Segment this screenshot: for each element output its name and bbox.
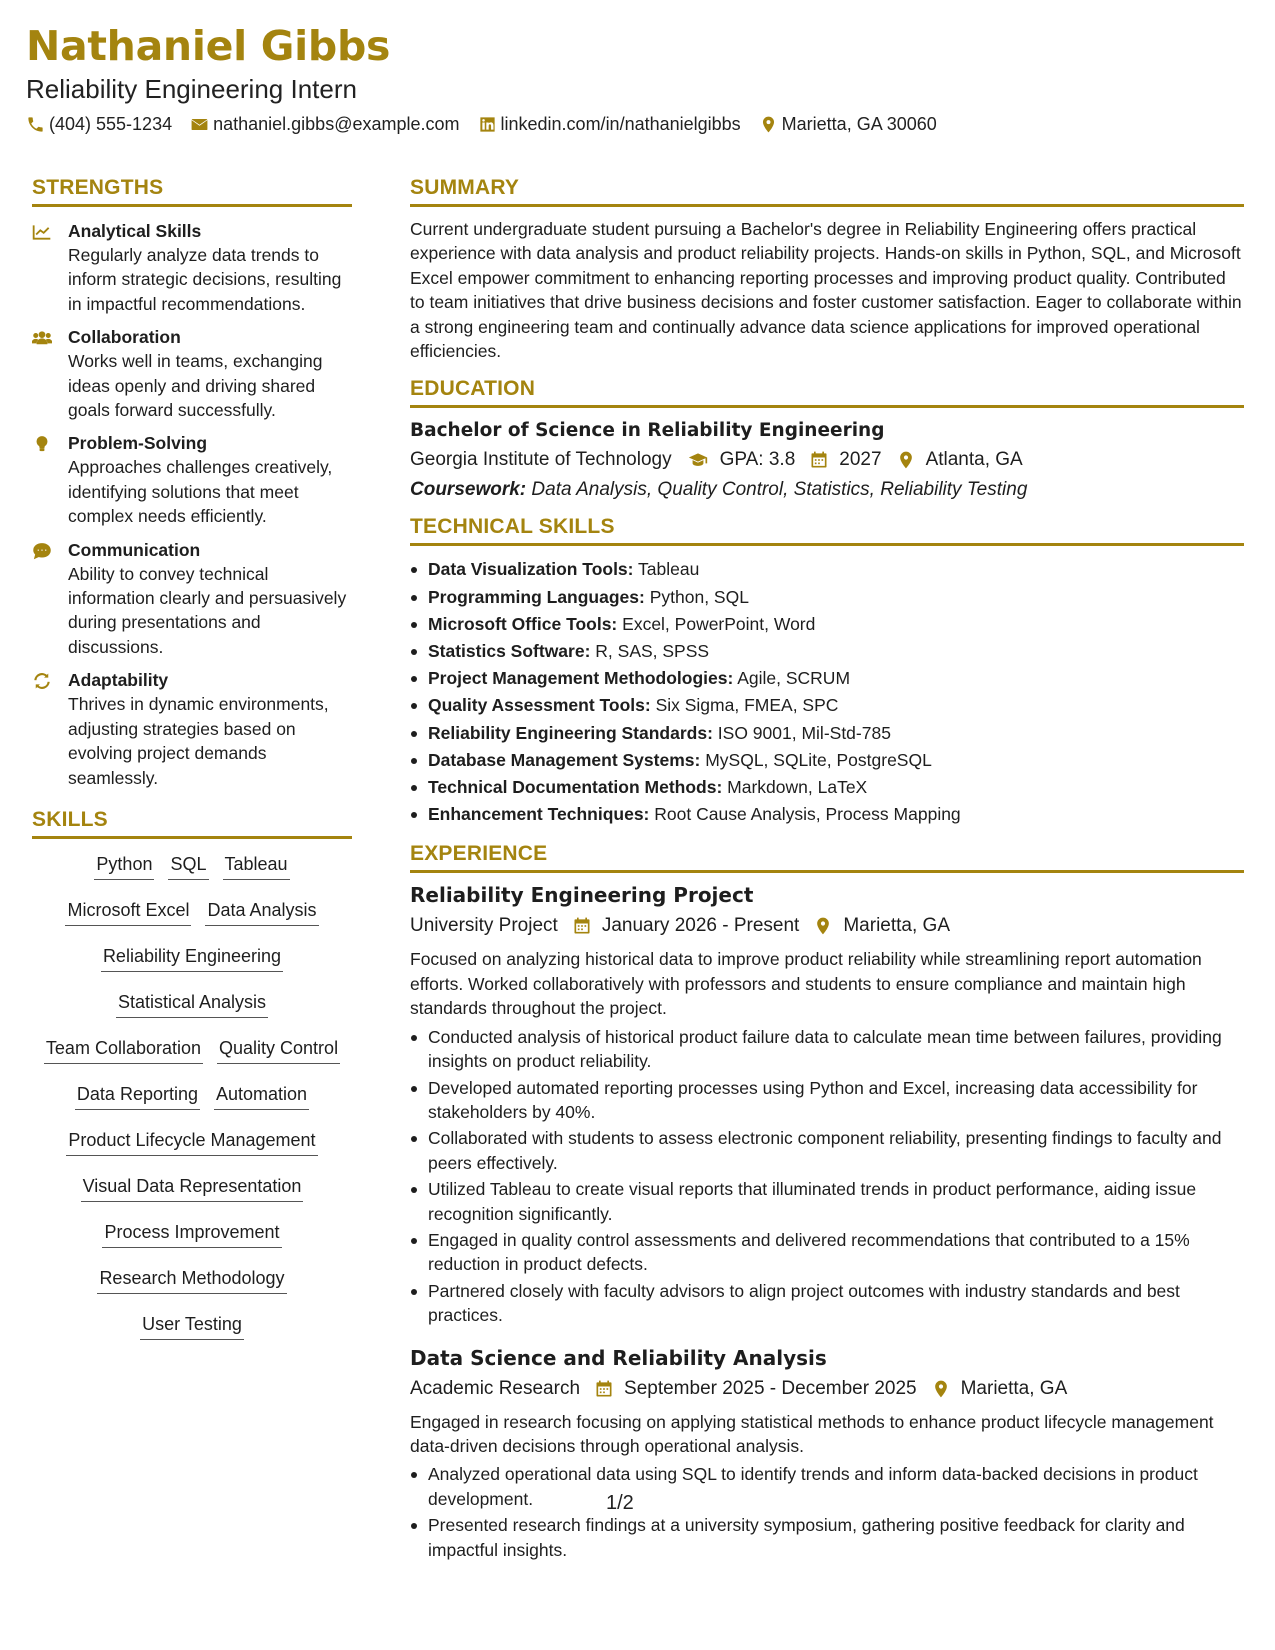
job-description: Focused on analyzing historical data to improve product reliability while streamlining report automation efforts. Worked collaboratively with professors and students to ensure compliance and maintain high standards throughout the project. bbox=[410, 949, 1202, 1019]
contact-email[interactable] bbox=[190, 114, 459, 135]
experience-entry bbox=[410, 883, 1244, 1327]
comment-icon bbox=[32, 542, 52, 560]
coursework-label: Coursework: bbox=[410, 479, 527, 501]
education-school-item bbox=[410, 449, 672, 471]
skill-chip: Data Reporting bbox=[75, 1083, 200, 1110]
skill-chip: Statistical Analysis bbox=[116, 991, 268, 1018]
job-dates-item bbox=[594, 1378, 917, 1400]
strength-title: Communication bbox=[68, 539, 201, 560]
education-gpa: GPA: 3.8 bbox=[719, 449, 796, 471]
job-bullet: Partnered closely with faculty advisors to align project outcomes with industry standards and best practices. bbox=[410, 1279, 1244, 1328]
skills-chip-row bbox=[32, 1221, 352, 1248]
phone-text: (404) 555-1234 bbox=[49, 114, 173, 134]
technical-skill-value: Tableau bbox=[638, 559, 700, 580]
linkedin-link[interactable]: linkedin.com/in/nathanielgibbs bbox=[500, 114, 741, 134]
education-school: Georgia Institute of Technology bbox=[410, 449, 672, 471]
strength-title: Problem-Solving bbox=[68, 433, 208, 454]
technical-skill-value: Agile, SCRUM bbox=[737, 668, 851, 689]
strength-title: Collaboration bbox=[68, 327, 181, 348]
strength-item bbox=[32, 325, 352, 422]
experience-entry bbox=[410, 1346, 1244, 1562]
candidate-headline: Reliability Engineering Intern bbox=[26, 74, 357, 104]
skills-chip-row bbox=[32, 1083, 352, 1110]
skills-chip-row bbox=[32, 1129, 352, 1156]
calendar-icon bbox=[594, 1379, 614, 1399]
technical-skill-value: ISO 9001, Mil-Std-785 bbox=[717, 722, 891, 743]
phone-icon bbox=[26, 115, 45, 134]
job-org-item bbox=[410, 1378, 580, 1400]
skill-chip: Quality Control bbox=[217, 1037, 340, 1064]
job-bullet: Conducted analysis of historical product failure data to calculate mean time between failures, providing insights on product reliability. bbox=[410, 1025, 1244, 1074]
job-organization: University Project bbox=[410, 915, 558, 937]
job-dates: September 2025 - December 2025 bbox=[624, 1377, 917, 1399]
summary-heading: SUMMARY bbox=[410, 176, 1244, 207]
job-meta bbox=[410, 915, 1244, 937]
job-bullet: Utilized Tableau to create visual reports that illuminated trends in product performance, aiding issue recognition significantly. bbox=[410, 1177, 1244, 1226]
calendar-icon bbox=[572, 916, 592, 936]
left-column bbox=[32, 176, 352, 1359]
strengths-list bbox=[32, 219, 352, 790]
skills-chip-row bbox=[32, 1175, 352, 1202]
envelope-icon bbox=[190, 115, 209, 134]
technical-skills-heading: TECHNICAL SKILLS bbox=[410, 515, 1244, 546]
map-pin-icon bbox=[813, 916, 833, 936]
job-bullet: Collaborated with students to assess electronic component reliability, presenting findings to faculty and peers effectively. bbox=[410, 1126, 1244, 1175]
job-location-item bbox=[813, 915, 950, 937]
skill-chip: Microsoft Excel bbox=[65, 899, 191, 926]
users-icon bbox=[32, 329, 52, 347]
strength-desc: Thrives in dynamic environments, adjusting strategies based on evolving project demands seamlessly. bbox=[68, 694, 329, 788]
job-org-item bbox=[410, 915, 558, 937]
technical-skill-item bbox=[410, 747, 1244, 774]
technical-skill-item bbox=[410, 692, 1244, 719]
job-bullet: Analyzed operational data using SQL to identify trends and inform data-backed decisions in product development. bbox=[410, 1462, 1244, 1511]
technical-skills-list bbox=[410, 556, 1244, 828]
technical-skill-label: Database Management Systems: bbox=[428, 749, 701, 770]
job-title: Reliability Engineering Project bbox=[410, 883, 754, 908]
job-meta bbox=[410, 1378, 1244, 1400]
job-bullets bbox=[410, 1025, 1244, 1328]
technical-skill-item bbox=[410, 584, 1244, 611]
technical-skill-label: Microsoft Office Tools: bbox=[428, 613, 618, 634]
technical-skill-label: Technical Documentation Methods: bbox=[428, 777, 723, 798]
summary-text: Current undergraduate student pursuing a Bachelor's degree in Reliability Engineering offers practical experience with data analysis and product reliability projects. Hands-on skills in Python, SQL, and Microsoft Excel empower commitment to enhancing reporting processes and improving product quality. Contributed to team initiatives that drive business decisions and foster customer satisfaction. Eager to collaborate within a strong engineering team and continually advance data science applications for improved operational efficiencies. bbox=[410, 219, 1242, 362]
job-location: Marietta, GA bbox=[960, 1377, 1068, 1399]
strength-title: Analytical Skills bbox=[68, 221, 202, 241]
education-location-item bbox=[896, 449, 1023, 471]
technical-skill-item bbox=[410, 720, 1244, 747]
job-location-item bbox=[931, 1378, 1068, 1400]
strength-desc: Regularly analyze data trends to inform strategic decisions, resulting in impactful recommendations. bbox=[68, 245, 342, 314]
candidate-name: Nathaniel Gibbs bbox=[26, 22, 391, 70]
right-column bbox=[410, 176, 1244, 1564]
technical-skill-item bbox=[410, 665, 1244, 692]
technical-skill-label: Quality Assessment Tools: bbox=[428, 695, 651, 716]
skill-chip: Python bbox=[94, 853, 154, 880]
lightbulb-icon bbox=[32, 435, 52, 453]
strength-title: Adaptability bbox=[68, 670, 169, 691]
technical-skill-item bbox=[410, 638, 1244, 665]
email-link[interactable]: nathaniel.gibbs@example.com bbox=[213, 114, 460, 134]
skills-chip-row bbox=[32, 991, 352, 1018]
linkedin-icon bbox=[478, 115, 497, 134]
skills-chip-row bbox=[32, 899, 352, 926]
contact-phone bbox=[26, 114, 172, 135]
strength-desc: Works well in teams, exchanging ideas openly and driving shared goals forward successfully. bbox=[68, 351, 323, 421]
strength-item bbox=[32, 668, 352, 790]
skill-chip: Data Analysis bbox=[205, 899, 318, 926]
technical-skill-item bbox=[410, 801, 1244, 828]
skills-chip-cloud bbox=[32, 853, 352, 1340]
technical-skill-item bbox=[410, 774, 1244, 801]
strength-item bbox=[32, 538, 352, 660]
skill-chip: Product Lifecycle Management bbox=[66, 1129, 317, 1156]
technical-skill-label: Reliability Engineering Standards: bbox=[428, 722, 713, 743]
technical-skill-value: Root Cause Analysis, Process Mapping bbox=[654, 804, 961, 825]
education-year-item bbox=[809, 449, 881, 471]
job-organization: Academic Research bbox=[410, 1377, 581, 1399]
skill-chip: Team Collaboration bbox=[44, 1037, 203, 1064]
strength-item bbox=[32, 431, 352, 528]
map-pin-icon bbox=[896, 450, 916, 470]
technical-skill-label: Data Visualization Tools: bbox=[428, 559, 634, 580]
strength-desc: Approaches challenges creatively, identifying solutions that meet complex needs efficiently. bbox=[68, 457, 333, 527]
skill-chip: User Testing bbox=[140, 1313, 244, 1340]
technical-skill-item bbox=[410, 611, 1244, 638]
education-coursework bbox=[410, 479, 1244, 501]
job-bullet: Developed automated reporting processes using Python and Excel, increasing data accessibility for stakeholders by 40%. bbox=[410, 1076, 1244, 1125]
page-number: 1/2 bbox=[606, 1492, 634, 1514]
contact-location bbox=[759, 114, 937, 135]
job-description: Engaged in research focusing on applying statistical methods to enhance product lifecycle management data-driven decisions through operational analysis. bbox=[410, 1411, 1214, 1456]
education-heading: EDUCATION bbox=[410, 377, 1244, 408]
coursework-list: Data Analysis, Quality Control, Statistics, Reliability Testing bbox=[531, 479, 1028, 501]
strengths-heading: STRENGTHS bbox=[32, 176, 352, 207]
education-degree: Bachelor of Science in Reliability Engineering bbox=[410, 420, 885, 442]
job-bullet: Presented research findings at a university symposium, gathering positive feedback for clarity and impactful insights. bbox=[410, 1513, 1244, 1562]
job-location: Marietta, GA bbox=[843, 915, 950, 937]
education-meta bbox=[410, 449, 1244, 471]
technical-skill-value: Six Sigma, FMEA, SPC bbox=[655, 695, 839, 716]
chart-line-icon bbox=[32, 223, 52, 241]
technical-skill-value: MySQL, SQLite, PostgreSQL bbox=[705, 749, 932, 770]
technical-skill-label: Programming Languages: bbox=[428, 586, 645, 607]
experience-list bbox=[410, 883, 1244, 1562]
technical-skill-item bbox=[410, 556, 1244, 583]
skills-chip-row bbox=[32, 853, 352, 880]
education-year: 2027 bbox=[839, 449, 882, 471]
skill-chip: SQL bbox=[168, 853, 208, 880]
job-dates-item bbox=[572, 915, 800, 937]
job-bullet: Engaged in quality control assessments and delivered recommendations that contributed to a 15% reduction in product defects. bbox=[410, 1228, 1244, 1277]
contact-bar bbox=[26, 114, 955, 135]
technical-skill-label: Project Management Methodologies: bbox=[428, 668, 734, 689]
job-bullets bbox=[410, 1462, 1244, 1562]
technical-skill-label: Statistics Software: bbox=[428, 641, 591, 662]
skill-chip: Tableau bbox=[223, 853, 290, 880]
technical-skill-value: R, SAS, SPSS bbox=[595, 641, 710, 662]
skills-heading: SKILLS bbox=[32, 808, 352, 839]
skill-chip: Research Methodology bbox=[97, 1267, 286, 1294]
skills-chip-row bbox=[32, 945, 352, 972]
strength-desc: Ability to convey technical information clearly and persuasively during presentations and discussions. bbox=[68, 563, 347, 657]
sync-icon bbox=[32, 672, 52, 690]
map-pin-icon bbox=[759, 115, 778, 134]
job-title: Data Science and Reliability Analysis bbox=[410, 1345, 827, 1370]
job-dates: January 2026 - Present bbox=[601, 915, 800, 937]
calendar-icon bbox=[809, 450, 829, 470]
education-location: Atlanta, GA bbox=[925, 449, 1023, 471]
skill-chip: Process Improvement bbox=[102, 1221, 281, 1248]
skills-chip-row bbox=[32, 1313, 352, 1340]
education-gpa-item bbox=[686, 449, 796, 471]
skills-chip-row bbox=[32, 1267, 352, 1294]
strength-item bbox=[32, 219, 352, 316]
technical-skill-value: Markdown, LaTeX bbox=[727, 777, 868, 798]
skill-chip: Visual Data Representation bbox=[81, 1175, 304, 1202]
technical-skill-label: Enhancement Techniques: bbox=[428, 804, 650, 825]
map-pin-icon bbox=[931, 1379, 951, 1399]
graduation-cap-icon bbox=[686, 450, 710, 470]
skill-chip: Automation bbox=[214, 1083, 309, 1110]
technical-skill-value: Python, SQL bbox=[649, 586, 749, 607]
skills-chip-row bbox=[32, 1037, 352, 1064]
experience-heading: EXPERIENCE bbox=[410, 842, 1244, 873]
contact-linkedin[interactable] bbox=[478, 114, 741, 135]
technical-skill-value: Excel, PowerPoint, Word bbox=[622, 613, 816, 634]
location-text: Marietta, GA 30060 bbox=[781, 114, 937, 134]
skill-chip: Reliability Engineering bbox=[101, 945, 283, 972]
